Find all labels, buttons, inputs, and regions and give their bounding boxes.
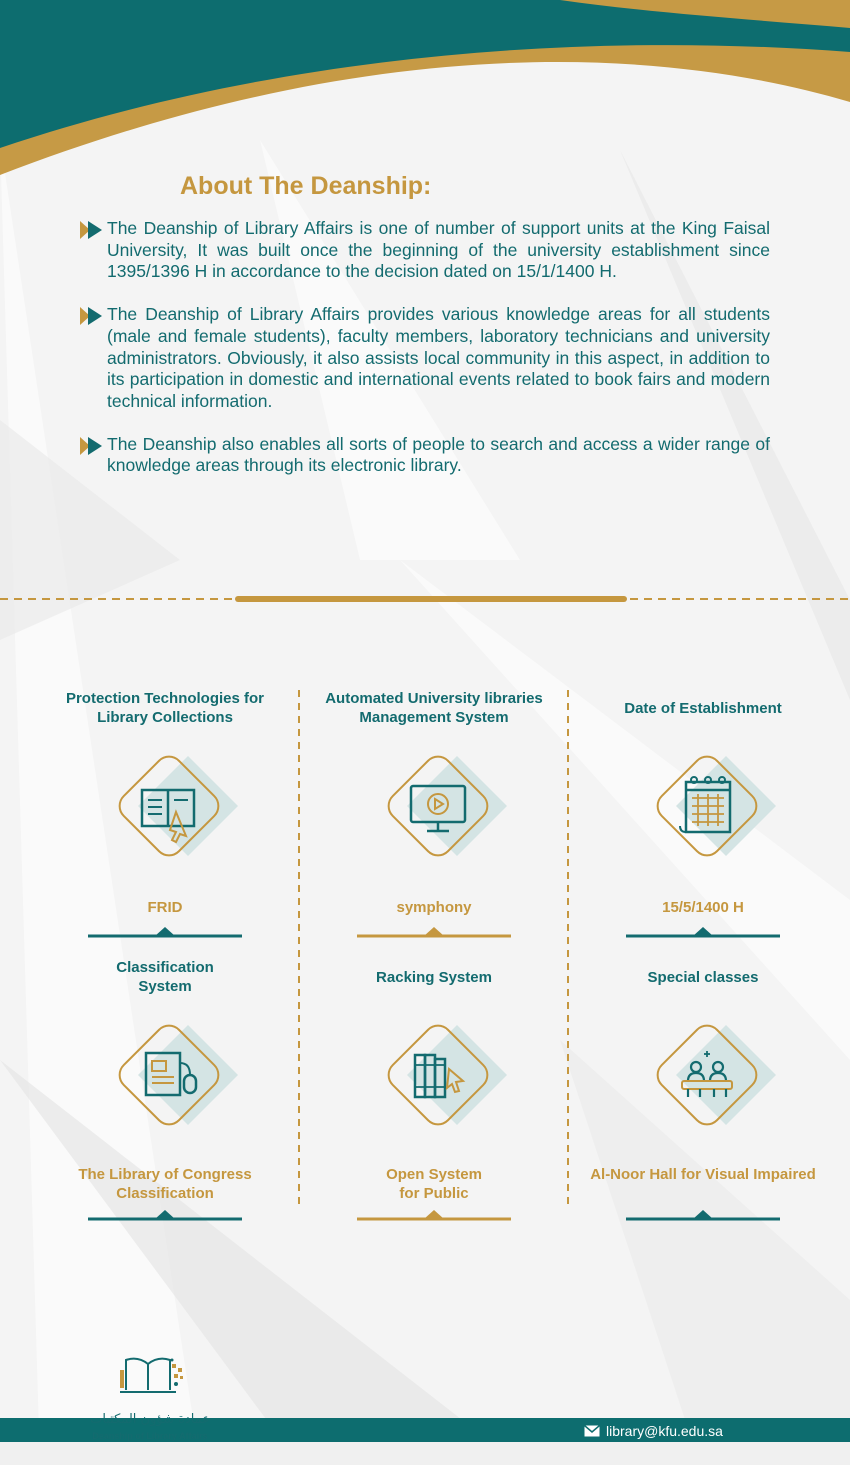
card-title: Racking System <box>376 968 492 986</box>
about-bullets <box>80 218 770 498</box>
bullet-item <box>80 218 770 283</box>
logo-english-text: Deanship of Library Affairs <box>92 1431 208 1441</box>
bullet-text: The Deanship of Library Affairs provides various knowledge areas for all students (male and female students), faculty members, laboratory technicians and university administrators. Obviously, it also assists local community in this aspect, in addition to its participation in domestic and international events related to book fairs and modern technical information. <box>107 304 770 411</box>
footer-email[interactable] <box>584 1421 723 1441</box>
card-value: 15/5/1400 H <box>662 899 744 916</box>
column-separator <box>298 690 300 1208</box>
double-arrow-icon <box>80 436 104 456</box>
classroom-icon <box>628 1015 778 1145</box>
page-title: About The Deanship: <box>180 172 432 200</box>
logo-arabic-text: عمادة شؤون المكتبات <box>90 1412 210 1427</box>
card-title: Protection Technologies for Library Collections <box>65 690 265 726</box>
card-value: Open System for Public <box>386 1166 482 1202</box>
section-divider <box>0 590 850 610</box>
card-title: Date of Establishment <box>624 699 782 717</box>
bookshelf-cursor-icon <box>359 1015 509 1145</box>
bullet-item <box>80 434 770 477</box>
bullet-item <box>80 304 770 413</box>
envelope-icon <box>584 1425 600 1437</box>
card-underline <box>626 1205 780 1221</box>
monitor-play-icon <box>359 746 509 876</box>
info-card <box>583 688 823 938</box>
card-underline <box>626 922 780 938</box>
column-separator <box>567 690 569 1208</box>
card-underline <box>88 922 242 938</box>
library-logo-icon <box>80 1352 220 1412</box>
bullet-text: The Deanship of Library Affairs is one of number of support units at the King Faisal University, It was built once the beginning of the university establishment since 1395/1396 H in accordance to the decision dated on 15/1/1400 H. <box>107 218 770 282</box>
card-underline <box>357 1205 511 1221</box>
computer-mouse-icon <box>90 1015 240 1145</box>
double-arrow-icon <box>80 220 104 240</box>
info-card <box>314 957 554 1221</box>
info-card <box>45 688 285 938</box>
card-title: Automated University libraries Management System <box>325 690 543 726</box>
card-underline <box>357 922 511 938</box>
info-card <box>583 957 823 1221</box>
card-underline <box>88 1205 242 1221</box>
card-value: Al-Noor Hall for Visual Impaired <box>590 1166 816 1183</box>
card-title: Special classes <box>647 968 759 986</box>
card-value: symphony <box>396 899 472 916</box>
double-arrow-icon <box>80 306 104 326</box>
card-title: Classification System <box>116 959 214 995</box>
card-value: The Library of Congress Classification <box>78 1166 252 1202</box>
book-touch-icon <box>90 746 240 876</box>
bullet-text: The Deanship also enables all sorts of people to search and access a wider range of knowledge areas through its electronic library. <box>107 433 770 476</box>
calendar-icon <box>628 746 778 876</box>
info-card <box>45 957 285 1221</box>
card-value: FRID <box>147 899 183 916</box>
email-text[interactable]: library@kfu.edu.sa <box>606 1423 723 1439</box>
info-card <box>314 688 554 938</box>
